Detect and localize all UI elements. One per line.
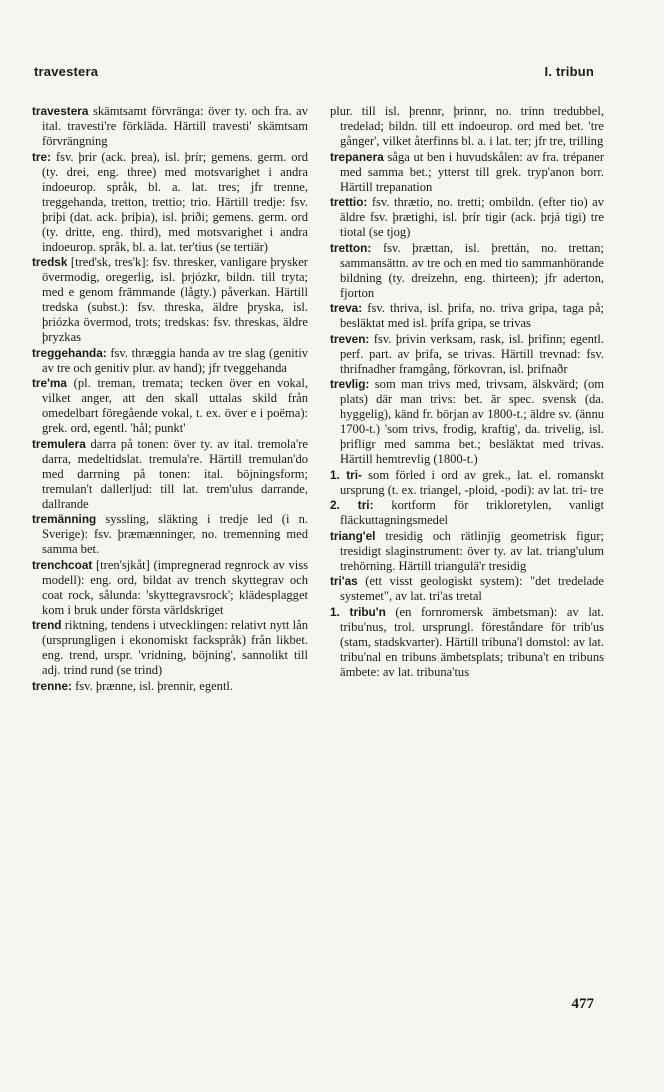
entry-headword: treven: [330,331,370,346]
entry-text: riktning, tendens i utvecklingen: relativt nytt lån (ursprungligen i ekonomiskt fackspråk) från likbet. eng. trend, urspr. 'vridning, böjning', sannolikt till adj. trind rund (se trind) [42,618,308,677]
entry-headword: 1. tribu'n [330,604,386,619]
entry-text: fsv. þrættan, isl. þrettán, no. trettan; sammansättn. av tre och en med tio sammanhörande bildning (ty. dreizehn, eng. thirteen); jfr aderton, fjorton [340,240,604,300]
dictionary-entry [32,512,308,557]
entry-text: fsv. thriva, isl. þrifa, no. triva gripa, taga på; besläktat med isl. þrífa gripa, se trivas [340,301,604,330]
entry-text: kortform för trikloretylen, vanligt fläckuttagningsmedel [340,498,605,527]
entry-headword: tremänning [32,512,97,526]
entry-text: (ett visst geologiskt system): "det tredelade systemet", av lat. tri'as tretal [340,574,604,603]
entry-headword: tre'ma [32,376,67,390]
dictionary-entry [330,468,604,498]
dictionary-entry [330,301,604,331]
entry-text: plur. till isl. þrennr, þrinnr, no. trinn tredubbel, tredelad; bildn. till ett indoeurop. ord med bet. 'tre gånger', vilket återfinns bl. a. i lat. ter; jfr tre, trilling [330,104,604,148]
entry-text: syssling, släkting i tredje led (i n. Sverige): fsv. þræmænninger, no. tremenning med samma bet. [42,512,308,556]
dictionary-entry [330,498,604,528]
entry-headword: treggehanda: [32,345,107,360]
entry-text: fsv. thræggia handa av tre slag (genitiv av tre och genitiv plur. av hand); jfr tveggehanda [42,345,308,375]
dictionary-entry [330,332,604,377]
right-column [330,104,604,680]
dictionary-entry [330,150,604,195]
entry-text: (pl. treman, tremata; tecken över en vokal, vilket anger, att den skall uttalas skild från omedelbart föregående vokal, t. ex. över e i poëma): grek. ord, egentl. 'hål; punkt' [42,376,308,435]
entry-text: fsv. þrivin verksam, rask, isl. þrifinn; egentl. perf. part. av þrifa, se trivas. Härtill trevnad: fsv. thrifnadher framgång, förkovran, isl. þrifnaðr [340,331,604,376]
running-header-right: I. tribun [544,64,594,79]
entry-headword: trend [32,618,62,632]
entry-text: som man trivs med, trivsam, älskvärd; (om plats) där man trivs: bet. är spec. svensk (da. hyggelig), känd fr. början av 1800-t.; äldre sv. (ännu 1700-t.) 'som trivs, frodig, kraftig', da. trivelig, isl. þrifligr med samma bet.; besläktat med trivas. Härtill hemtrevlig (1800-t.) [340,377,604,466]
entry-headword: trettio: [330,195,368,209]
dictionary-entry [32,679,308,694]
entry-text: som förled i ord av grek., lat. el. romanskt ursprung (t. ex. triangel, -ploid, -podi): av lat. tri- tre [340,467,605,497]
entry-headword: tredsk [32,255,68,269]
entry-headword: trenne: [32,678,72,693]
entry-text: (en fornromersk ämbetsman): av lat. tribu'nus, trol. ursprungl. föreståndare för trib'us (stam, stadskvarter). Härtill tribuna'l domstol: av lat. tribu'nal en tribuns ämbetsplats; tribuna't en tribuns ämbete: av lat. tribuna'tus [340,604,605,679]
dictionary-entry [32,376,308,436]
entry-text: fsv. þrænne, isl. þrennir, egentl. [71,678,234,693]
dictionary-entry [32,558,308,618]
dictionary-entry [330,241,604,301]
dictionary-entry [330,195,604,240]
dictionary-entry [330,377,604,467]
dictionary-entry [32,618,308,678]
page-number: 477 [571,996,594,1012]
dictionary-entry [330,574,604,604]
dictionary-entry [32,150,308,255]
entry-text: fsv. þrir (ack. þrea), isl. þrír; gemens. germ. ord (ty. drei, eng. three) med motsvarighet i andra indoeurop. språk, bl. a. lat. tres; jfr trenne, treggehanda, tretton, trettio; trio. Härtill tredje: fsv. þriþi (dat. ack. þriþia), isl. þriði; gemens. germ. ord (ty. dritte, eng. third), med motsvarighet i andra indoeurop. språk, bl. a. lat. ter'tius (se tertiär) [42,149,308,254]
entry-text: fsv. thrætio, no. tretti; ombildn. (efter tio) av äldre fsv. þrætighi, isl. þrír tigir (ack. þrjá tigi) tre tiotal (se tjog) [340,195,604,239]
dictionary-entry [32,255,308,345]
dictionary-entry [330,605,604,680]
entry-text: [tren'sjkåt] (impregnerad regnrock av viss modell): eng. ord, bildat av trench skyttegrav och coat rock, sålunda: 'skyttegravsrock'; klädesplagget kom i bruk under första världskriget [42,557,308,617]
entry-headword: trepanera [330,149,384,164]
entry-headword: 2. tri: [330,498,374,512]
dictionary-entry [32,437,308,512]
entry-headword: trevlig: [330,377,370,391]
entry-headword: tre: [32,149,52,164]
dictionary-entry [32,104,308,149]
entry-text: [tred'sk, tres'k]: fsv. thresker, vanligare þrysker övermodig, oregerlig, isl. þrjózkr, bildn. till tryta; med e genom främmande (lågty.) påverkan. Härtill tredska (subst.): fsv. threska, äldre þryska, isl. þriózka övermod, trots; tredskas: fsv. threskas, äldre þryzkas [42,255,308,344]
entry-text: darra på tonen: över ty. av ital. tremola're darra, medeltidslat. tremula're. Härtill tremulan'do med darrning på tonen: ital. böjningsform; tremulan't dallerljud: till lat. trem'ulus darrande, dallrande [42,436,308,511]
entry-headword: 1. tri- [330,467,362,482]
running-header-left: travestera [34,64,99,79]
dictionary-entry [32,346,308,376]
dictionary-entry [330,529,604,574]
entry-text: tresidig och rätlinjig geometrisk figur; tresidigt slaginstrument: över ty. av lat. triang'ulum trehörning. Härtill triangulä'r tresidig [340,528,604,573]
entry-headword: tri'as [330,574,358,588]
entry-headword: trenchcoat [32,557,93,572]
entry-headword: triang'el [330,528,376,543]
entry-text: såga ut ben i huvudskålen: av fra. trépaner med samma bet.; ytterst till grek. tryp'anon borr. Härtill trepanation [340,149,604,194]
left-column [32,104,308,694]
entry-headword: tremulera [32,436,86,451]
dictionary-entry-continued [330,104,604,149]
entry-headword: treva: [330,301,363,315]
entry-text: skämtsamt förvränga: över ty. och fra. av ital. travesti're förkläda. Härtill travesti' skämtsam förvrängning [42,104,308,148]
entry-headword: tretton: [330,240,372,255]
entry-headword: travestera [32,104,89,118]
